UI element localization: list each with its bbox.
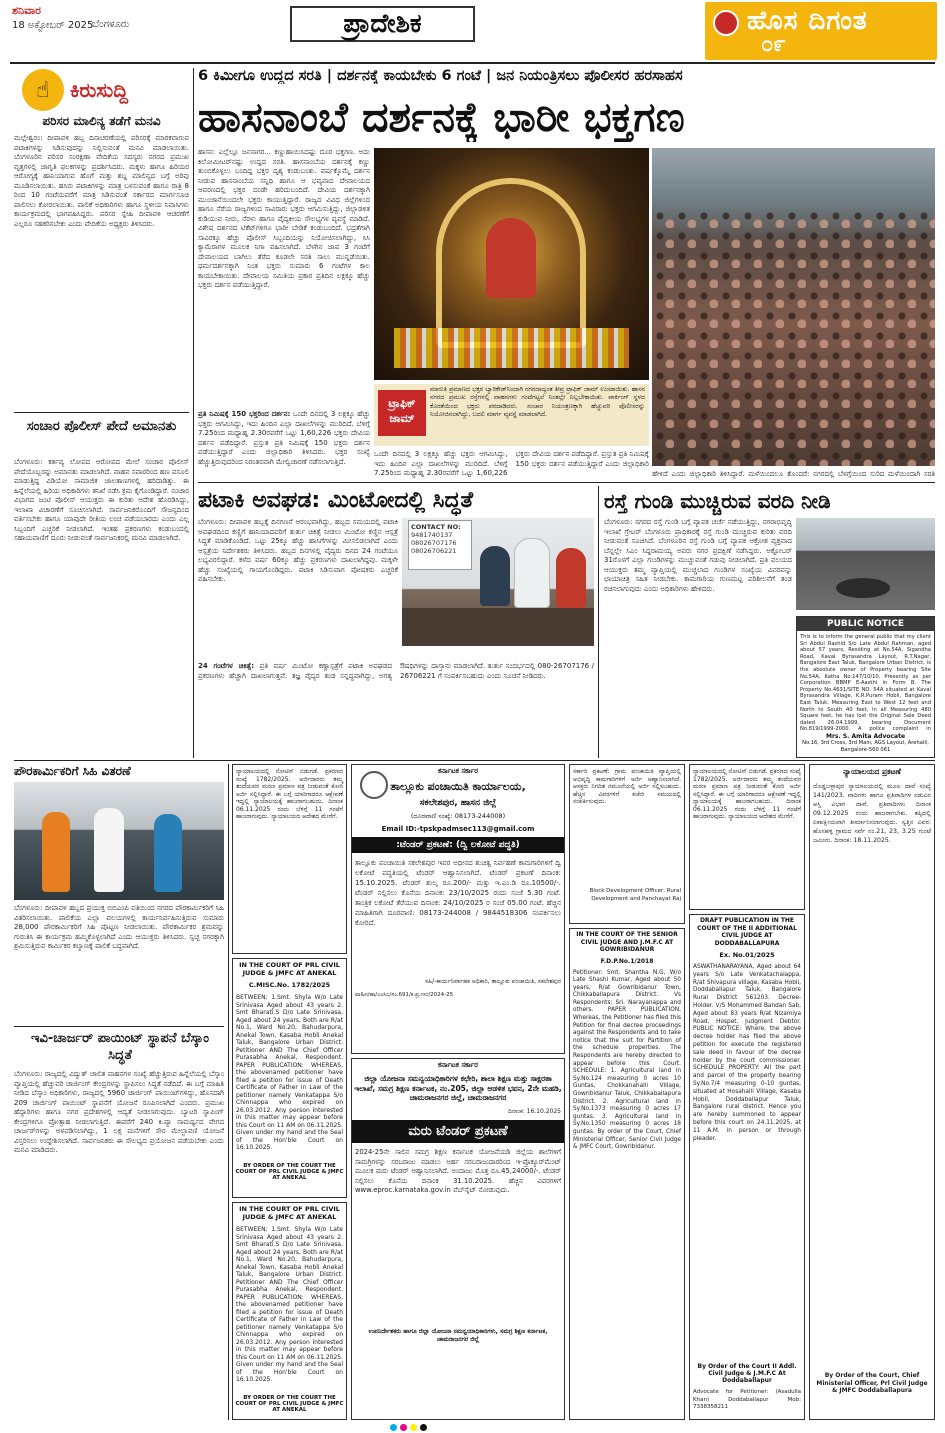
firecracker-subhead: 24 ಗಂಟೆಗಳ ಚಿಕಿತ್ಸೆ: <box>198 662 255 670</box>
crowd-texture <box>652 208 935 466</box>
retender-office: ಜಿಲ್ಲಾ ಯೋಜನಾ ಸಮನ್ವಯಾಧಿಕಾರಿಗಳ ಕಛೇರಿ, ಶಾಲಾ ಶಿಕ್ಷಣ ಮತ್ತು ಸಾಕ್ಷರತಾ ಇಲಾಖೆ, ಸಮಗ್ರ ಶಿಕ್ಷಣ ಕರ್ನಾಟಕ, ನಂ.205, ಜಿಲ್ಲಾ ಆಡಳಿತ ಭವನ, 2ನೇ ಮಹಡಿ, ಚಾಮರಾಜನಗರ ಜಿಲ್ಲೆ, ಚಾಮರಾಜನಗರ <box>354 1074 562 1102</box>
worker-2 <box>94 808 124 892</box>
contact-1: 9481740137 <box>411 531 453 539</box>
lead-right-col: ಹೇಳಿದೆ ಎಂದು ಜಿಲ್ಲಾಧಿಕಾರಿ ತಿಳಿಸಿದ್ದಾರೆ. ಮಳೆಯಿಂದಲೂ ತೊಂದರೆ: ನಗರದಲ್ಲಿ ಬೆಳಗ್ಗೆಯಿಂದ ಸುರಿದ ಮಳೆಯಿಂದಾಗಿ ಸರತಿ <box>652 470 935 478</box>
retender-title: ಮರು ಟೆಂಡರ್ ಪ್ರಕಟಣೆ <box>352 1120 564 1143</box>
court-2-case: F.D.P.No.1/2018 <box>600 957 654 965</box>
court-3-case: Ex. No.01/2025 <box>719 951 775 959</box>
kannada-notice-1-body: ನ್ಯಾಯಾಲಯದಲ್ಲಿ ನೋಟಿಸ್ ಬಿಡುಗಡೆ. ಪ್ರಕರಣದ ಸಂಖ್ಯೆ 1782/2025. ಅರ್ಜಿದಾರರು ತಮ್ಮ ತಂದೆಯವರ ಮರಣ ಪ್ರಮಾಣ ಪತ್ರ ನೀಡುವಂತೆ ಕೋರಿ ಅರ್ಜಿ ಸಲ್ಲಿಸಿದ್ದಾರೆ. ಈ ಬಗ್ಗೆ ಯಾರಿಗಾದರೂ ಆಕ್ಷೇಪಣೆ ಇದ್ದಲ್ಲಿ ನ್ಯಾಯಾಲಯಕ್ಕೆ ಹಾಜರಾಗಬಹುದು. ದಿನಾಂಕ 06.11.2025 ರಂದು ಬೆಳಿಗ್ಗೆ 11 ಗಂಟೆಗೆ ಹಾಜರಾಗುವುದು. ನ್ಯಾಯಾಲಯದ ಆದೇಶದ ಮೇರೆಗೆ. <box>236 768 343 820</box>
reg-dot-cyan <box>390 1424 397 1431</box>
public-notice <box>796 616 935 758</box>
shrine-flowers <box>394 328 629 368</box>
tender-emblem-icon <box>360 771 388 799</box>
traffic-jam-box <box>374 384 649 446</box>
court-3-order: By Order of the Court II Addl. Civil Judge & J.M.F.C At Doddaballapur <box>697 1363 797 1384</box>
contact-title: CONTACT NO: <box>411 523 461 531</box>
kannada-notice-3-body: ದೊಡ್ಡಬಳ್ಳಾಪುರ ನ್ಯಾಯಾಲಯದಲ್ಲಿ ಮೂಲ ದಾವೆ ಸಂಖ್ಯೆ 141/2023. ವಾದಿಗಳು ಹಾಗೂ ಪ್ರತಿವಾದಿಗಳ ನಡುವಿನ ಆಸ್ತಿ ವಿಭಾಗ ದಾವೆ. ಪ್ರತಿವಾದಿಗಳು ದಿನಾಂಕ 09.12.2025 ರಂದು ಹಾಜರಾಗಬೇಕು. ತಪ್ಪಿದಲ್ಲಿ ಏಕಪಕ್ಷೀಯವಾಗಿ ತೀರ್ಮಾನಿಸಲಾಗುವುದು. ಸ್ವತ್ತಿನ ವಿವರ: ಹೊಸಹಳ್ಳಿ ಗ್ರಾಮದ ಸರ್ವೆ ನಂ.21, 23, 3.25 ಗುಂಟೆ ಜಮೀನು. ದಿನಾಂಕ: 18.11.2025. <box>813 783 931 844</box>
person-2 <box>514 538 550 608</box>
public-notice-address: No.16, 3rd Cross, 3rd Main, AGS Layout, Arehalli, Bangalore-560 061 <box>802 740 929 753</box>
pourakarmika-body: ಬೆಂಗಳೂರು: ದೀಪಾವಳಿ ಹಬ್ಬದ ಪ್ರಯುಕ್ತ ಬಿಬಿಎಂಪಿ ವತಿಯಿಂದ ನಗರದ ಪೌರಕಾರ್ಮಿಕರಿಗೆ ಸಿಹಿ ವಿತರಿಸಲಾಯಿತು. ಪಾಲಿಕೆಯ ಎಲ್ಲಾ ವಲಯಗಳಲ್ಲಿ ಕಾರ್ಯನಿರ್ವಹಿಸುತ್ತಿರುವ ಸುಮಾರು 28,000 ಪೌರಕಾರ್ಮಿಕರಿಗೆ ಸಿಹಿ ಪೊಟ್ಟಣ ನೀಡಲಾಯಿತು. ಪೌರಕಾರ್ಮಿಕರ ಶ್ರಮವನ್ನು ಗುರುತಿಸಿ ಈ ಕಾರ್ಯಕ್ರಮ ಹಮ್ಮಿಕೊಳ್ಳಲಾಗಿದೆ ಎಂದು ಆಯುಕ್ತರು ತಿಳಿಸಿದರು. ಸ್ವಚ್ಛ ನಗರಕ್ಕಾಗಿ ಶ್ರಮಿಸುತ್ತಿರುವ ಕಾರ್ಮಿಕರ ಕಲ್ಯಾಣಕ್ಕೆ ಪಾಲಿಕೆ ಬದ್ಧವಾಗಿದೆ. <box>14 904 224 950</box>
kannada-notice-2-body: ಸರ್ಕಾರಿ ಪ್ರಕಟಣೆ: ಗ್ರಾಮ ಪಂಚಾಯಿತಿ ವ್ಯಾಪ್ತಿಯಲ್ಲಿ ಅಭಿವೃದ್ಧಿ ಕಾಮಗಾರಿಗಳಿಗೆ ಅರ್ಜಿ ಆಹ್ವಾನಿಸಲಾಗಿದೆ. ಆಸಕ್ತರು ನಿಗದಿತ ನಮೂನೆಯಲ್ಲಿ ಅರ್ಜಿ ಸಲ್ಲಿಸಬಹುದು. ಹೆಚ್ಚಿನ ವಿವರಗಳಿಗೆ ಕಚೇರಿ ಸಮಯದಲ್ಲಿ ಸಂಪರ್ಕಿಸುವುದು. <box>573 768 681 805</box>
court-1b-title: IN THE COURT OF PRL CIVIL JUDGE & JMFC AT ANEKAL <box>239 1205 340 1221</box>
traffic-jam-label: ಟ್ರಾಫಿಕ್ ಜಾಮ್ <box>378 390 426 436</box>
tender-govt: ಕರ್ನಾಟಕ ಸರ್ಕಾರ <box>438 767 478 775</box>
retender-body: 2024-25ನೇ ಸಾಲಿನ ಸಮಗ್ರ ಶಿಕ್ಷಣ ಕರ್ನಾಟಕ ಯೋಜನೆಯಡಿ ಜಿಲ್ಲೆಯ ಶಾಲೆಗಳಿಗೆ ಸಾಮಗ್ರಿಗಳನ್ನು ಸರಬರಾಜು ಮಾಡಲು ಅರ್ಹ ಸರಬರಾಜುದಾರರಿಂದ ಇ-ಪ್ರೊಕ್ಯೂರ್‌ಮೆಂಟ್ ಮೂಲಕ ಮರು ಟೆಂಡರ್ ಆಹ್ವಾನಿಸಲಾಗಿದೆ. ಅಂದಾಜು ಮೊತ್ತ ರೂ.45,24000/-. ಟೆಂಡರ್ ಸಲ್ಲಿಸಲು ಕೊನೆಯ ದಿನಾಂಕ 31.10.2025. ಹೆಚ್ಚಿನ ವಿವರಗಳಿಗೆ www.eproc.karnataka.gov.in ವೆಬ್‌ಸೈಟ್ ನೋಡುವುದು. <box>355 1148 561 1195</box>
pointing-hand-icon: ☝ <box>22 69 64 111</box>
masthead-rule <box>10 62 935 64</box>
worker-3 <box>154 814 182 892</box>
crowd-photo <box>652 148 935 466</box>
court-1-case: C.MISC.No. 1782/2025 <box>248 981 331 989</box>
goddess-shrine-photo <box>374 148 649 380</box>
court-2-body: Petitioner: Smt. Shantha N.G, W/o Late Shashi Kumar, Aged about 50 years, R/at Gowribidanur Town, Chikkaballapura District. Vs Respondents: Sri. Narayanappa and others. PAPER PUBLICATION. Whereas, the Petitioner has filed this Petition for final decree proceedings against the Respondents and to take notice that the suit for Partition of the schedule properties. The Respondents are hereby directed to appear before this Court. SCHEDULE: 1. Agricultural land in Sy.No.124 measuring 0 acres 10 Guntas, Chokkanahalli Village, Gowribidanur Taluk, Chikkaballapura District. 2. Agricultural land in Sy.No.1373 measuring 0 acres 17 guntas. 3. Agricultural land in Sy.No.1350 measuring 0 acres 18 guntas. By order of the Court, Chief Ministerial Officer, Senior Civil Judge & JMFC Court, Gowribidanur. <box>573 969 681 1151</box>
court-1-order: BY ORDER OF THE COURT THE COURT OF PRL CIVIL JUDGE & JMFC AT ANEKAL <box>235 1163 344 1181</box>
reg-dot-black <box>420 1424 427 1431</box>
tender-place: ಸಕಲೇಶಪುರ, ಹಾಸನ ಜಿಲ್ಲೆ <box>419 798 497 808</box>
section-title: ಪ್ರಾದೇಶಿಕ <box>343 8 422 39</box>
traffic-jam-text: ಮಾರುತಿ ಪ್ರಮಾಣದ ಭಕ್ತರ ಬ್ಯಾರಿಕೇಡ್‌ನಿಂದಾಗಿ ನಗರದಾದ್ಯಂತ ತೀವ್ರ ಟ್ರಾಫಿಕ್ ಜಾಮ್ ಉಂಟಾಯಿತು. ಹಾಸನ ನಗರದ ಪ್ರಮುಖ ರಸ್ತೆಗಳಲ್ಲಿ ವಾಹನಗಳು ಗಂಟೆಗಟ್ಟಲೆ ನಿಂತಲ್ಲೇ ನಿಲ್ಲಬೇಕಾಯಿತು. ಪಾರ್ಕಿಂಗ್ ಸ್ಥಳದ ಕೊರತೆಯಿಂದ ಭಕ್ತರು ಪರದಾಡಿದರು. ಸಂಚಾರ ನಿಯಂತ್ರಣಕ್ಕಾಗಿ ಹೆಚ್ಚುವರಿ ಪೊಲೀಸರನ್ನು ನಿಯೋಜಿಸಲಾಗಿದ್ದು, ಬದಲಿ ಮಾರ್ಗ ವ್ಯವಸ್ಥೆ ಮಾಡಲಾಗಿದೆ. <box>430 386 645 418</box>
kannada-notice-2 <box>569 764 685 924</box>
kannada-notice-4 <box>689 764 805 910</box>
court-notice-doddaballapur <box>689 914 805 1420</box>
tender-email: Email ID:-tpskpadmsec113@gmail.com <box>381 825 535 833</box>
press-meet-photo <box>402 518 594 646</box>
retender-govt: ಕರ್ನಾಟಕ ಸರ್ಕಾರ <box>438 1061 478 1069</box>
pothole-headline: ರಸ್ತೆ ಗುಂಡಿ ಮುಚ್ಚಿರುವ ವರದಿ ನೀಡಿ <box>604 489 831 513</box>
column-rule-mid <box>598 486 599 758</box>
masthead-date: 18 ಅಕ್ಟೋಬರ್ 2025 <box>12 20 94 31</box>
police-body: ಬೆಂಗಳೂರು: ಕರ್ತವ್ಯ ಲೋಪದ ಆರೋಪದ ಮೇಲೆ ಸಂಚಾರ ಪೊಲೀಸ್ ಪೇದೆಯೊಬ್ಬರನ್ನು ಅಮಾನತು ಮಾಡಲಾಗಿದೆ. ವಾಹನ ಸವಾರರಿಂದ ಹಣ ವಸೂಲಿ ಮಾಡುತ್ತಿದ್ದ ವಿಡಿಯೋ ಸಾಮಾಜಿಕ ಜಾಲತಾಣಗಳಲ್ಲಿ ಹರಿದಾಡಿತ್ತು. ಈ ಹಿನ್ನೆಲೆಯಲ್ಲಿ ಹಿರಿಯ ಅಧಿಕಾರಿಗಳು ತನಿಖೆ ನಡೆಸಿ ಕ್ರಮ ಕೈಗೊಂಡಿದ್ದಾರೆ. ಸಂಚಾರ ವಿಭಾಗದ ಜಂಟಿ ಪೊಲೀಸ್ ಆಯುಕ್ತರು ಈ ಕುರಿತು ಆದೇಶ ಹೊರಡಿಸಿದ್ದು, ಇಲಾಖಾ ವಿಚಾರಣೆಗೆ ಸೂಚಿಸಲಾಗಿದೆ. ಸಾರ್ವಜನಿಕರೊಂದಿಗೆ ಸೌಜನ್ಯದಿಂದ ವರ್ತಿಸಬೇಕು ಹಾಗೂ ಯಾವುದೇ ರೀತಿಯ ಲಂಚ ಪಡೆಯಬಾರದು ಎಂದು ಎಲ್ಲ ಸಿಬ್ಬಂದಿಗೆ ಎಚ್ಚರಿಕೆ ನೀಡಲಾಗಿದೆ. ಇಂತಹ ಪ್ರಕರಣಗಳು ಕಂಡುಬಂದಲ್ಲಿ ಸಹಾಯವಾಣಿಗೆ ದೂರು ನೀಡುವಂತೆ ಸಾರ್ವಜನಿಕರಲ್ಲಿ ಮನವಿ ಮಾಡಲಾಗಿದೆ. <box>14 458 189 542</box>
court-notice-anekal-1 <box>232 958 347 1198</box>
tender-office: ತಾಲ್ಲೂಕು ಪಂಚಾಯಿತಿ ಕಾರ್ಯಾಲಯ, <box>390 780 526 793</box>
public-notice-body: This is to inform the general public that my client Sri Abdul Rashid S/o Late Abdul Rahman, aged about 57 years, Residing at No.54A, Sigandha Road, Kaval Byrasandra Layout, R.T.Nagar, Bangalore East Taluk, Bangalore Urban District, is the absolute owner of Property bearing Site No.54A, Katha No.147/10/10, Presently as per Corporation BBMP E-Aasthi in Form B. The Property No.4631/SITE NO. 54A situated at Kaval Byrasandra Village, K.R.Puram Hobli, Bangalore East Taluk. Measuring East to West 12 feet and North to South 40 feet, in all Measuring 480 Square feet, he has lost the Original Sale Deed dated 26.04.1999, bearing Document No.819/1999-2000. A police complaint in <box>800 634 931 733</box>
column-rule-left <box>193 68 194 758</box>
lead-body-2 <box>198 410 370 480</box>
masthead <box>0 0 945 64</box>
court-2-title: IN THE COURT OF THE SENIOR CIVIL JUDGE AND J.M.F.C AT GOWRIBIDANUR <box>576 931 678 953</box>
kannada-notice-3-title: ನ್ಯಾಯಾಲಯದ ಪ್ರಕಟಣೆ <box>843 767 901 776</box>
contact-2: 08026707176 <box>411 539 457 547</box>
person-3 <box>556 548 586 608</box>
court-1-body: BETWEEN: 1.Smt. Shyla W/o Late Srinivasa Aged about 43 years 2. Smt Bharati.S D/o Late Srinivasa, Aged about 24 years, Both are R/at No.1, Ward No.20, Bahudarpura, Anekal Town, Kasaba Hobli Anekal Taluk, Bangalore Urban District. Petitioner AND The Chief Officer Purasabha Anekal, Respondent. PAPER PUBLICATION: WHEREAS, the abovenamed petitioner have filed a petition for issue of Death Certificate of Father in Law of the petitioner namely Venkatappa S/o Chinnappa who expired on 26.03.2012. Any person interested in this matter may appear before this Court on 11 AM on 06.11.2025. Given under my hand and the Seal of the Hon'ble Court on 16.10.2025. <box>236 994 343 1151</box>
pourakarmika-title: ಪೌರಕಾರ್ಮಿಕರಿಗೆ ಸಿಹಿ ವಿತರಣೆ <box>14 764 131 778</box>
tender-label: :ಟೆಂಡರ್ ಪ್ರಕಟಣೆ: (ದ್ವಿ ಲಕೋಟೆ ಪದ್ಧತಿ) <box>352 837 564 853</box>
tender-phone: (ದೂರವಾಣಿ ಸಂಖ್ಯೆ: 08173-244008) <box>410 812 506 820</box>
lead-body-3: ಒಂದೇ ದಿನದಲ್ಲಿ 3 ಲಕ್ಷಕ್ಕೂ ಹೆಚ್ಚು ಭಕ್ತರು ಆಗಮಿಸಿದ್ದು, ಇದು ಹಿಂದಿನ ಎಲ್ಲಾ ದಾಖಲೆಗಳನ್ನು ಮುರಿದಿದೆ. ಬೆಳಿಗ್ಗೆ 7.25ರಿಂದ ಮಧ್ಯಾಹ್ನ 2.30ರವರೆಗೆ ಒಟ್ಟು 1,60,226 ಭಕ್ತರು ದೇವಿಯ ದರ್ಶನ ಪಡೆದಿದ್ದಾರೆ. ಪ್ರಸ್ತುತ ಪ್ರತಿ ನಿಮಿಷಕ್ಕೆ 150 ಭಕ್ತರು ದರ್ಶನ ಪಡೆಯುತ್ತಿದ್ದಾರೆ ಎಂದು ಜಿಲ್ಲಾಧಿಕಾರಿ <box>374 450 649 477</box>
left-divider-1 <box>14 412 189 413</box>
ev-body: ಬೆಂಗಳೂರು: ರಾಜ್ಯದಲ್ಲಿ ವಿದ್ಯುತ್ ಚಾಲಿತ ವಾಹನಗಳ ಸಂಖ್ಯೆ ಹೆಚ್ಚುತ್ತಿರುವ ಹಿನ್ನೆಲೆಯಲ್ಲಿ ಬೆಸ್ಕಾಂ ವ್ಯಾಪ್ತಿಯಲ್ಲಿ ಹೆಚ್ಚುವರಿ ಚಾರ್ಜಿಂಗ್ ಕೇಂದ್ರಗಳನ್ನು ಸ್ಥಾಪಿಸಲು ಸಿದ್ಧತೆ ನಡೆದಿದೆ. ಈ ಬಗ್ಗೆ ಮಾಹಿತಿ ನೀಡಿದ ಬೆಸ್ಕಾಂ ಅಧಿಕಾರಿಗಳು, ರಾಜ್ಯದಲ್ಲಿ 5960 ಚಾರ್ಜಿಂಗ್ ಪಾಯಿಂಟ್‌ಗಳಿದ್ದು, ಹೊಸದಾಗಿ 209 ಚಾರ್ಜಿಂಗ್ ಪಾಯಿಂಟ್ ಸ್ಥಾಪನೆಗೆ ಯೋಜನೆ ರೂಪಿಸಲಾಗಿದೆ ಎಂದರು. ಪ್ರಮುಖ ಹೆದ್ದಾರಿಗಳು ಹಾಗೂ ನಗರ ಪ್ರದೇಶಗಳಲ್ಲಿ ಆದ್ಯತೆ ನೀಡಲಾಗುವುದು. ಬ್ಯಾಟರಿ ಸ್ವಾಪಿಂಗ್ ಕೇಂದ್ರಗಳಿಗೂ ಪ್ರೋತ್ಸಾಹ ನೀಡಲಾಗುತ್ತಿದೆ. ಈವರೆಗೆ 240 ಕಿ.ವ್ಯಾ ಸಾಮರ್ಥ್ಯದ ವೇಗದ ಚಾರ್ಜರ್‌ಗಳನ್ನು ಅಳವಡಿಸಲಾಗಿದ್ದು, 1 ಲಕ್ಷ ಮನೆಗಳಿಗೆ ಸೌರ ಮೇಲ್ಛಾವಣಿ ಯೋಜನೆ ವಿಸ್ತರಿಸಲು ಉದ್ದೇಶಿಸಲಾಗಿದೆ. ಸಾರ್ವಜನಿಕರು ಈ ಸೌಲಭ್ಯದ ಪ್ರಯೋಜನ ಪಡೆಯಬೇಕು ಎಂದು ಮನವಿ ಮಾಡಿದರು. <box>14 1070 224 1154</box>
public-notice-advocate: Mrs. S. Amita Advocate <box>825 733 906 740</box>
tender-ref: ವಾ&ಸ/ಹಾ/ಎಂಸಿಎ/ಸಂ.691/ಕ.ಪ್ರ.ಗಳು/2024-25 <box>355 991 454 998</box>
kirusuddi-body: ಮಲ್ಲೇಶ್ವರಂ: ದೀಪಾವಳಿ ಹಬ್ಬ ದಿನಾಚರಣೆಯಲ್ಲಿ ಪರಿಸರಕ್ಕೆ ಮಾರಕವಾಗುವ ಪಟಾಕಿಗಳನ್ನು ಸಿಡಿಸುವುದನ್ನು ನಿಲ್ಲಿಸುವಂತೆ ಮನವಿ ಮಾಡಲಾಯಿತು. ಬೆಂಗಳೂರಿನ ಪರಿಸರ ಸಂರಕ್ಷಣಾ ವೇದಿಕೆಯ ಸದಸ್ಯರು ನಗರದ ಪ್ರಮುಖ ವೃತ್ತಗಳಲ್ಲಿ ಜಾಗೃತಿ ಫಲಕಗಳನ್ನು ಪ್ರದರ್ಶಿಸಿದರು. ಮಕ್ಕಳು ಹಾಗೂ ಹಿರಿಯರ ಆರೋಗ್ಯಕ್ಕೆ ಹಾನಿಯಾಗುವ ಹೊಗೆ ಮತ್ತು ಶಬ್ದ ಮಾಲಿನ್ಯದ ಬಗ್ಗೆ ಅರಿವು ಮೂಡಿಸಲಾಯಿತು. ಹಸಿರು ಪಟಾಕಿಗಳನ್ನು ಮಾತ್ರ ಬಳಸುವಂತೆ ಹಾಗೂ ರಾತ್ರಿ 8 ರಿಂದ 10 ಗಂಟೆಯವರೆಗೆ ಮಾತ್ರ ಸಿಡಿಸುವಂತೆ ಸರ್ಕಾರದ ಮಾರ್ಗಸೂಚಿ ಪಾಲಿಸಲು ಕೋರಲಾಯಿತು. ಪಾಲಿಕೆ ಅಧಿಕಾರಿಗಳು ಹಾಗೂ ಸ್ಥಳೀಯ ನಿವಾಸಿಗಳು ಕಾರ್ಯಕ್ರಮದಲ್ಲಿ ಭಾಗವಹಿಸಿದ್ದರು. ಪರಿಸರ ಸ್ನೇಹಿ ದೀಪಾವಳಿ ಆಚರಣೆಗೆ ಎಲ್ಲರೂ ಸಹಕರಿಸಬೇಕು ಎಂದು ವೇದಿಕೆಯ ಅಧ್ಯಕ್ಷರು ತಿಳಿಸಿದರು. <box>14 134 189 228</box>
person-1 <box>480 546 510 606</box>
court-notice-anekal-2 <box>232 1202 347 1420</box>
shrine-deity <box>486 218 536 298</box>
court-1b-order: BY ORDER OF THE COURT THE COURT OF PRL CIVIL JUDGE & JMFC AT ANEKAL <box>235 1395 344 1413</box>
kannada-notice-1 <box>232 764 347 954</box>
kannada-notice-4-body: ನ್ಯಾಯಾಲಯದಲ್ಲಿ ನೋಟಿಸ್ ಬಿಡುಗಡೆ. ಪ್ರಕರಣದ ಸಂಖ್ಯೆ 1782/2025. ಅರ್ಜಿದಾರರು ತಮ್ಮ ತಂದೆಯವರ ಮರಣ ಪ್ರಮಾಣ ಪತ್ರ ನೀಡುವಂತೆ ಕೋರಿ ಅರ್ಜಿ ಸಲ್ಲಿಸಿದ್ದಾರೆ. ಈ ಬಗ್ಗೆ ಯಾರಿಗಾದರೂ ಆಕ್ಷೇಪಣೆ ಇದ್ದಲ್ಲಿ ನ್ಯಾಯಾಲಯಕ್ಕೆ ಹಾಜರಾಗಬಹುದು. ದಿನಾಂಕ 06.11.2025 ರಂದು ಬೆಳಿಗ್ಗೆ 11 ಗಂಟೆಗೆ ಹಾಜರಾಗುವುದು. ನ್ಯಾಯಾಲಯದ ಆದೇಶದ ಮೇರೆಗೆ. <box>693 768 801 820</box>
lead-body-2-text: ಒಂದೇ ದಿನದಲ್ಲಿ 3 ಲಕ್ಷಕ್ಕೂ ಹೆಚ್ಚು ಭಕ್ತರು ಆಗಮಿಸಿದ್ದು, ಇದು ಹಿಂದಿನ ಎಲ್ಲಾ ದಾಖಲೆಗಳನ್ನು ಮುರಿದಿದೆ. ಬೆಳಿಗ್ಗೆ 7.25ರಿಂದ ಮಧ್ಯಾಹ್ನ 2.30ರವರೆಗೆ ಒಟ್ಟು 1,60,226 ಭಕ್ತರು ದೇವಿಯ ದರ್ಶನ ಪಡೆದಿದ್ದಾರೆ. ಪ್ರಸ್ತುತ ಪ್ರತಿ ನಿಮಿಷಕ್ಕೆ 150 ಭಕ್ತರು ದರ್ಶನ ಪಡೆಯುತ್ತಿದ್ದಾರೆ ಎಂದು ಜಿಲ್ಲಾಧಿಕಾರಿ ತಿಳಿಸಿದರು. ಭಕ್ತರ ಸಂಖ್ಯೆ ಹೆಚ್ಚುತ್ತಿರುವುದರಿಂದ ನಿರಂತರವಾಗಿ ಮೇಲ್ವಿಚಾರಣೆ ನಡೆಸಲಾಗುತ್ತಿದೆ. <box>198 410 370 466</box>
retender-chamarajanagar <box>351 1058 565 1420</box>
masthead-day: ಶನಿವಾರ <box>12 4 41 17</box>
ev-title: ಇವಿ-ಚಾರ್ಜರ್ ಪಾಯಿಂಟ್ ಸ್ಥಾಪನೆ ಬೆಸ್ಕಾಂ ಸಿದ್ಧತೆ <box>31 1031 209 1063</box>
upper-bottom-rule <box>14 760 935 761</box>
kannada-notice-3 <box>809 764 935 1420</box>
press-table <box>402 608 594 646</box>
court-3-body: ASWATHANARAYANA, Aged about 64 years S/o Late Venkatachalappa, R/at Shivapura village, Kasaba Hobli, Doddaballapur Taluk, Bangalore Rural District 561203. Decree-Holder. V/S Mohammed Bandan Sab, Aged about 83 years R/at Nizamiya Road, Hospet. Judgment Debtor. PUBLIC NOTICE: Where, the above decree holder has filed the above petition for execute the registered sale deed in favour of the decree holder by the court commissioner. SCHEDULE PROPERTY: All the part and parcel of the property bearing Sy.No.7/4 measuring 0-10 guntas, situated at Hosahalli Village, Kasaba Hobli, Doddaballapur Taluk, Bangalore rural district. Hence you are hereby summoned to appear before this court on 24.11.2025, at 11 A.M. in person or through pleader. <box>693 964 801 1142</box>
pothole-body: ಬೆಂಗಳೂರು: ನಗರದ ರಸ್ತೆ ಗುಂಡಿ ಬಗ್ಗೆ ವ್ಯಾಪಕ ಚರ್ಚೆ ನಡೆಯುತ್ತಿದ್ದು, ನಗರಾಭಿವೃದ್ಧಿ ಇಲಾಖೆ ಗ್ರೇಟರ್ ಬೆಂಗಳೂರು ಪ್ರಾಧಿಕಾರಕ್ಕೆ ರಸ್ತೆ ಗುಂಡಿ ಮುಚ್ಚಿರುವ ಕುರಿತು ವರದಿ ನೀಡುವಂತೆ ಸೂಚಿಸಿದೆ. ಬೆಂಗಳೂರಿನ ರಸ್ತೆ ಗುಂಡಿ ಬಗ್ಗೆ ವ್ಯಾಪಕ ಆಕ್ರೋಶ ವ್ಯಕ್ತವಾದ ಬೆನ್ನಲ್ಲೇ ಸಿಎಂ ಸಿದ್ದರಾಮಯ್ಯ ಅವರು ನಗರ ಪ್ರದಕ್ಷಿಣೆ ನಡೆಸಿದ್ದರು. ಅಕ್ಟೋಬರ್ 31ರೊಳಗೆ ಎಲ್ಲಾ ಗುಂಡಿಗಳನ್ನು ಮುಚ್ಚುವಂತೆ ಗಡುವು ನೀಡಲಾಗಿದೆ. ಪ್ರತಿ ವಲಯದ ಆಯುಕ್ತರು ತಮ್ಮ ವ್ಯಾಪ್ತಿಯಲ್ಲಿ ಮುಚ್ಚಲಾದ ಗುಂಡಿಗಳ ಸಂಖ್ಯೆಯ ವಿವರವನ್ನು ಛಾಯಾಚಿತ್ರ ಸಹಿತ ನೀಡಬೇಕು. ಕಾಮಗಾರಿಯ ಗುಣಮಟ್ಟ ಪರಿಶೀಲನೆಗೆ ತಂಡ ರಚಿಸಲಾಗುವುದು ಎಂದು ಅಧಿಕಾರಿಗಳು ಹೇಳಿದರು. <box>604 518 792 593</box>
retender-sign: ಉಪನಿರ್ದೇಶಕರು ಹಾಗೂ ಜಿಲ್ಲಾ ಯೋಜನಾ ಸಮನ್ವಯಾಧಿಕಾರಿಗಳು, ಸಮಗ್ರ ಶಿಕ್ಷಣ ಕರ್ನಾಟಕ, ಚಾಮರಾಜನಗರ ಜಿಲ್ಲೆ <box>368 1328 548 1343</box>
lead-body: ಹಾಸನ: ಎಲ್ಲೆಲ್ಲೂ ಜನಸಾಗರ... ಕಣ್ಣುಹಾಯಿಸಿದಷ್ಟು ದೂರ ಭಕ್ತಗಣ. ಅದು ಕಿಲೋಮೀಟರ್‌ನಷ್ಟು ಉದ್ದದ ಸರತಿ. ಹಾಸನಾಂಬೆಯ ದರ್ಶನಕ್ಕೆ ಕಣ್ಣು ತುಂಬಿಕೊಳ್ಳಲು ಬಂದಿದ್ದ ಭಕ್ತರ ದೃಶ್ಯ ಕಂಡುಬಂತು. ವರ್ಷಕ್ಕೊಮ್ಮೆ ದರ್ಶನ ನೀಡುವ ಹಾಸನಾಂಬೆಯ ಸನ್ನಿಧಿ ಹಾಗೂ ಆ ಭವ್ಯವಾದ ದೇವಾಲಯದ ಆವರಣದಲ್ಲಿ ಭಕ್ತರ ದಂಡೇ ಹರಿದುಬಂದಿದೆ. ದೇವಿಯ ದರ್ಶನಕ್ಕಾಗಿ ಮುಂಜಾನೆಯಿಂದಲೇ ಭಕ್ತರು ಕಾಯುತ್ತಿದ್ದಾರೆ. ರಾಜ್ಯದ ವಿವಿಧ ಜಿಲ್ಲೆಗಳಿಂದ ಹಾಗೂ ನೆರೆಯ ರಾಜ್ಯಗಳಿಂದ ಸಾವಿರಾರು ಭಕ್ತರು ಆಗಮಿಸುತ್ತಿದ್ದು, ಜಿಲ್ಲಾಡಳಿತ ಕುಡಿಯುವ ನೀರು, ನೆರಳು ಹಾಗೂ ವೈದ್ಯಕೀಯ ಸೌಲಭ್ಯಗಳ ವ್ಯವಸ್ಥೆ ಮಾಡಿದೆ. ವಿಶೇಷ ದರ್ಶನದ ಟಿಕೆಟ್‌ಗಳಿಗೂ ಭಾರೀ ಬೇಡಿಕೆ ಕಂಡುಬಂದಿದೆ. ಭದ್ರತೆಗಾಗಿ ಸಾವಿರಕ್ಕೂ ಹೆಚ್ಚು ಪೊಲೀಸ್ ಸಿಬ್ಬಂದಿಯನ್ನು ನಿಯೋಜಿಸಲಾಗಿದ್ದು, ಸಿಸಿ ಕ್ಯಾಮೆರಾಗಳ ಮೂಲಕ ನಿಗಾ ವಹಿಸಲಾಗಿದೆ. ಬೆಳಗಿನ ಜಾವ 3 ಗಂಟೆಗೆ ದೇವಾಲಯದ ಬಾಗಿಲು ತೆರೆದ ಕೂಡಲೇ ಸರತಿ ಸಾಲು ಮುನ್ನಡೆಯಿತು. ಧರ್ಮದರ್ಶನಕ್ಕಾಗಿ ನಿಂತ ಭಕ್ತರು ಸುಮಾರು 6 ಗಂಟೆಗಳ ಕಾಲ ಕಾಯಬೇಕಾಯಿತು. ದೇವಾಲಯ ಸಮಿತಿಯ ಪ್ರಕಾರ ಪ್ರತಿದಿನ ಲಕ್ಷಕ್ಕೂ ಹೆಚ್ಚು ಭಕ್ತರು ದರ್ಶನ ಪಡೆಯುತ್ತಿದ್ದಾರೆ. <box>198 148 370 289</box>
firecracker-body: ಬೆಂಗಳೂರು: ದೀಪಾವಳಿ ಹಬ್ಬಕ್ಕೆ ದಿನಗಣನೆ ಆರಂಭವಾಗಿದ್ದು, ಹಬ್ಬದ ಸಮಯದಲ್ಲಿ ಪಟಾಕಿ ಅವಘಡದಿಂದ ಕಣ್ಣಿಗೆ ಹಾನಿಯಾದವರಿಗೆ ತುರ್ತು ಚಿಕಿತ್ಸೆ ನೀಡಲು ಮಿಂಟೋ ಕಣ್ಣಿನ ಆಸ್ಪತ್ರೆ ಸಿದ್ಧತೆ ಮಾಡಿಕೊಂಡಿದೆ. ಒಟ್ಟು 25ಕ್ಕೂ ಹೆಚ್ಚು ಹಾಸಿಗೆಗಳನ್ನು ಮೀಸಲಿಡಲಾಗಿದೆ ಎಂದು ಆಸ್ಪತ್ರೆಯ ನಿರ್ದೇಶಕರು ತಿಳಿಸಿದರು. ಹಬ್ಬದ ದಿನಗಳಲ್ಲಿ ವೈದ್ಯರು ದಿನದ 24 ಗಂಟೆಯೂ ಲಭ್ಯವಿರಲಿದ್ದಾರೆ. ಕಳೆದ ವರ್ಷ 60ಕ್ಕೂ ಹೆಚ್ಚು ಪ್ರಕರಣಗಳು ದಾಖಲಾಗಿದ್ದವು. ಮಕ್ಕಳೇ ಹೆಚ್ಚು ಸಂಖ್ಯೆಯಲ್ಲಿ ಗಾಯಗೊಂಡಿದ್ದರು. ಪಟಾಕಿ ಸಿಡಿಸುವಾಗ ಪೋಷಕರು ಎಚ್ಚರಿಕೆ ವಹಿಸಬೇಕು. <box>198 518 398 583</box>
road-photo <box>796 518 935 610</box>
firecracker-body-2 <box>198 662 594 756</box>
brand-block <box>705 2 937 60</box>
firecracker-headline: ಪಟಾಕಿ ಅವಘಡ: ಮಿಂಟೋದಲ್ಲಿ ಸಿದ್ಧತೆ <box>198 488 474 513</box>
column-rule-lower <box>228 764 229 1420</box>
masthead-city: ಬೆಂಗಳೂರು <box>92 19 130 30</box>
pothole-patch <box>836 578 890 598</box>
public-notice-title: PUBLIC NOTICE <box>797 617 934 631</box>
left-divider-2 <box>14 1026 224 1027</box>
kirusuddi-label: ಕಿರುಸುದ್ದಿ <box>70 78 129 102</box>
court-3-title: DRAFT PUBLICATION IN THE COURT OF THE II ADDITIONAL CIVIL JUDGE AT DODDABALLAPURA <box>697 917 797 947</box>
reg-dot-magenta <box>400 1424 407 1431</box>
retender-date: ದಿನಾಂಕ: 16.10.2025 <box>508 1107 561 1115</box>
sweets-photo <box>14 782 224 900</box>
lead-kicker: 6 ಕಿಮೀಗೂ ಉದ್ದದ ಸರತಿ | ದರ್ಶನಕ್ಕೆ ಕಾಯಬೇಕು 6 ಗಂಟೆ | ಜನ ನಿಯಂತ್ರಿಸಲು ಪೊಲೀಸರ ಹರಸಾಹಸ <box>198 68 683 84</box>
court-1-title: IN THE COURT OF PRL CIVIL JUDGE & JMFC AT ANEKAL <box>239 961 340 977</box>
color-registration-bar <box>390 1424 555 1431</box>
tender-body: ತಾಲ್ಲೂಕು ಪಂಚಾಯಿತಿ ಸಕಲೇಶಪುರ ಇವರ ಅಧೀನದ ಶುಚಿತ್ವ ನಿರ್ವಹಣೆ ಕಾಮಗಾರಿಗಳಿಗೆ ದ್ವಿ ಲಕೋಟೆ ಪದ್ಧತಿಯಲ್ಲಿ ಟೆಂಡರ್ ಆಹ್ವಾನಿಸಲಾಗಿದೆ. ಟೆಂಡರ್ ಪ್ರಕಟಣೆ ದಿನಾಂಕ: 15.10.2025. ಟೆಂಡರ್ ಶುಲ್ಕ ರೂ.200/- ಮತ್ತು ಇ.ಎಂ.ಡಿ ರೂ.10500/-. ಟೆಂಡರ್ ಸಲ್ಲಿಸಲು ಕೊನೆಯ ದಿನಾಂಕ: 23/10/2025 ರಂದು ಸಂಜೆ 5.30 ಗಂಟೆ. ತಾಂತ್ರಿಕ ಲಕೋಟೆ ತೆರೆಯುವ ದಿನಾಂಕ: 24/10/2025 ರ ಸಂಜೆ 05.00 ಗಂಟೆ. ಹೆಚ್ಚಿನ ಮಾಹಿತಿಗಾಗಿ ದೂರವಾಣಿ: 08173-244008 / 9844518306 ಸಂಪರ್ಕಿಸಲು ಕೋರಿದೆ. <box>355 859 561 927</box>
tender-sakleshpur <box>351 764 565 1054</box>
worker-1 <box>42 812 70 892</box>
lead-headline: ಹಾಸನಾಂಬೆ ದರ್ಶನಕ್ಕೆ ಭಾರೀ ಭಕ್ತಗಣ <box>198 93 685 141</box>
brand-logo-icon <box>713 10 739 36</box>
kirusuddi-logo <box>22 68 182 112</box>
tender-sign: ಸಹಿ/-ಕಾರ್ಯನಿರ್ವಾಹಕ ಅಧಿಕಾರಿ, ತಾಲ್ಲೂಕು ಪಂಚಾಯಿತಿ, ಸಕಲೇಶಪುರ <box>424 978 561 985</box>
reg-dot-yellow <box>410 1424 417 1431</box>
court-notice-gowribidanur <box>569 928 685 1420</box>
lead-subhead: ಪ್ರತಿ ನಿಮಿಷಕ್ಕೆ 150 ಭಕ್ತರಿಂದ ದರ್ಶನ: <box>198 410 291 418</box>
court-3-advocate: Advocate for Petitioner: (Asadulla Khan) Doddaballapur Mob: 7338358211 <box>693 1389 801 1410</box>
kannada-notice-3-order: By Order of the Court, Chief Ministerial Officer, Prl Civil Judge & JMFC Doddaballapura <box>816 1372 928 1394</box>
contact-3: 08026706221 <box>411 547 457 555</box>
section-banner <box>290 6 475 42</box>
lead-bottom-rule <box>198 482 935 483</box>
brand-name: ಹೊಸ ದಿಗಂತ <box>747 6 868 36</box>
masthead-date-block <box>12 4 147 44</box>
kirusuddi-title: ಪರಿಸರ ಮಾಲಿನ್ಯ ತಡೆಗೆ ಮನವಿ <box>42 114 161 128</box>
firecracker-body-2-text: ಪ್ರತಿ ವರ್ಷ ಮಿಂಟೋ ಕಣ್ಣಾಸ್ಪತ್ರೆಗೆ ಪಟಾಕಿ ಅವಘಡದ ಪ್ರಕರಣಗಳು ಹೆಚ್ಚಾಗಿ ದಾಖಲಾಗುತ್ತವೆ. ತಜ್ಞ ವೈದ್ಯರ ತಂಡ ಸನ್ನದ್ಧವಾಗಿದ್ದು, ಅಗತ್ಯ ಔಷಧಿಗಳನ್ನು ದಾಸ್ತಾನು ಮಾಡಲಾಗಿದೆ. ತುರ್ತು ಸಂದರ್ಭದಲ್ಲಿ 080-26707176 / 26706221 ಗೆ ಸಂಪರ್ಕಿಸಬಹುದು ಎಂದು ಸೂಚನೆ ನೀಡಿದರು. <box>198 662 594 680</box>
police-title: ಸಂಚಾರ ಪೊಲೀಸ್ ಪೇದೆ ಅಮಾನತು <box>26 419 177 434</box>
page-number: ೦೯ <box>761 32 786 57</box>
contact-board <box>408 520 472 570</box>
court-1b-body: BETWEEN: 1.Smt. Shyla W/o Late Srinivasa Aged about 43 years 2. Smt Bharati.S D/o Late Srinivasa, Aged about 24 years, Both are R/at No.1, Ward No.20, Bahudarpura, Anekal Town, Kasaba Hobli Anekal Taluk, Bangalore Urban District. Petitioner AND The Chief Officer Purasabha Anekal, Respondent. PAPER PUBLICATION: WHEREAS, the abovenamed petitioner have filed a petition for issue of Death Certificate of Father in Law of the petitioner namely Venkatappa S/o Chinnappa who expired on 26.03.2012. Any person interested in this matter may appear before this Court on 11 AM on 06.11.2025. Given under my hand and the Seal of the Hon'ble Court on 16.10.2025. <box>236 1226 343 1383</box>
kannada-notice-2-sign: Block Development Officer, Rural Development and Panchayat Raj <box>589 888 681 902</box>
